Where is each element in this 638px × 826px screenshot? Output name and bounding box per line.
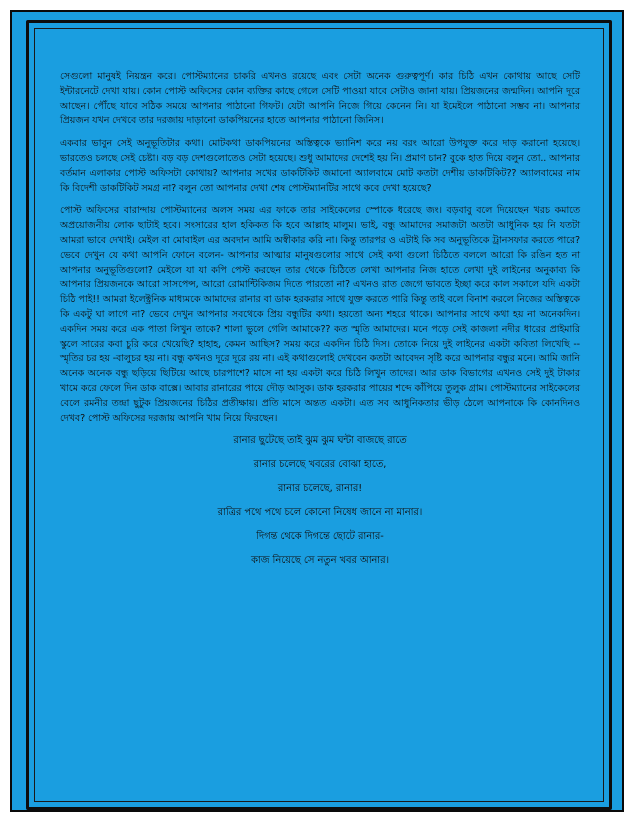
poem-line-6: কাজ নিয়েছে সে নতুন খবর আনার।	[250, 555, 390, 567]
paragraph-2: একবার ভাবুন সেই অনুভূতিটার কথা। মোটকথা ডাকপিয়নের অস্তিত্বকে ভ্যানিশ করে নয় বরং আরো উপযুক্ত করে দাড় করানো হয়েছে। ভারতেও চলছে সেই চেষ্টা। বড় বড় দেশগুলোতেও সেটা হয়েছে। শুধু আমাদের দেশেই হয় নি। প্রমাণ চান? বুকে হাত দিয়ে বলুন তো.. আপনার বর্তমান এলাকার পোস্ট অফিসটা কোথায়? আপনার সখের ডাকটিকিট জমানো অ্যালবামে মোট কতটা দেশীয় ডাকটিকিট?? অ্যালবামের নাম কি বিদেশী ডাকটিকিট সমগ্র না? বলুন তো আপনার দেখা শেষ পোস্টম্যানটির সাথে কবে দেখা হয়েছে?	[60, 138, 580, 194]
poem-line-1: রানার ছুটেছে তাই ঝুম ঝুম ঘন্টা বাজছে রাতে	[233, 435, 407, 447]
poem-line-3: রানার চলেছে, রানার!	[277, 483, 363, 495]
paragraph-1: সেগুলো মানুষই নিয়ন্ত্রন করে। পোস্টম্যানের চাকরি এখনও রয়েছে এবং সেটা অনেক গুরুত্বপূর্ণ। কার চিঠি এখন কোথায় আছে সেটি ইন্টারনেটে দেখা যায়। কোন পোস্ট অফিসের কোন ব্যক্তির কাছে গেলে সেটি পাওয়া যাবে সেটাও জানা যায়। প্রিয়জনের জন্মদিন। আপনি দূরে আছেন। পৌঁছে যাবে সঠিক সময়ে আপনার পাঠানো গিফট। যেটা আপনি নিজে গিয়ে কেনেন নি। যা ইমেইলে পাঠানো সম্ভব না। আপনার প্রিয়জন যখন দেখবে তার দরজায় দাড়ানো ডাকপিয়নের হাতে আপনার পাঠানো জিনিস।	[60, 71, 580, 127]
poem-line-4: রাত্রির পথে পথে চলে কোনো নিষেধ জানে না মানার।	[217, 507, 423, 519]
paragraph-3: পোস্ট অফিসের বারান্দায় পোস্টম্যানের অলস সময় এর ফাকে তার সাইকেলের স্পোকে ধরেছে জং। বড়বাবু বলে দিয়েছেন খরচ কমাতে অপ্রয়োজনীয় লোক ছাটাই হবে। সংসারের হাল হকিকত কি হবে আল্লাহ মালুম। ভাই, বন্ধু আমাদের সমাজটা অতটা আধুনিক হয় নি যতটা আমরা ভাবে দেখাই। মেইল বা মোবাইল এর অবদান আমি অস্বীকার করি না। কিন্তু তারপর ও এটাই কি সব অনুভূতিকে ট্রানসফার করতে পারে? ভেবে দেখুন যে কথা আপনি ফোনে বলেন- আপনার আত্মার মানুষগুলোর সাথে সেই কথা গুলো চিঠিতে বললে আরো কি রঙিন হত না আপনার অনুভূতিগুলো? মেইলে যা যা কপি পেস্ট করছেন তার থেকে চিঠিতে লেখা আপনার নিজ হাতে লেখা দুই লাইনের অনুকাব্য কি আপনার প্রিয়জনকে আরো সাসপেন্স, আরো রোমান্টিকিজম দিতে পারতো না? এখনও রাত জেগে ভাবতে ইচ্ছা করে কাল সকালে যদি একটা চিঠি পাই!! আমরা ইলেক্ট্রনিক মাধ্যমকে আমাদের রানার বা ডাক হরকরার সাথে যুক্ত করতে পারি কিন্তু তাই বলে বিনাশ করলে নিজের অস্তিত্বকে কি একটু ঘা লাগে না? ভেবে দেখুন আপনার সবথেকে প্রিয় বন্ধুটির কথা। হয়তো অন্য শহরে থাকে। আপনার সাথে কথা হয় না অনেকদিন। একদিন সময় করে এক পাতা লিখুন তাকে? শালা ভুলে গেলি আমাকে?? কত স্মৃতি আমাদের। মনে পড়ে সেই কাজলা নদীর ধারের প্রাইমারি স্কুলে সারের কবা চুরি করে খেয়েছি? হাহাহ, কেমন আছিস? সময় করে একদিন চিঠি দিস। তোকে নিয়ে দুই লাইনের একটা কবিতা লিখেছি -- স্মৃতির চর হয় -বালুচর হয় না। বন্ধু কখনও দূরে দূরে রয় না। এই কথাগুলোই দেখবেন কতটা আবেদন সৃষ্টি করে আপনার বন্ধুর মনে। আমি জানি অনেক অনেক বন্ধু ছড়িয়ে ছিটিয়ে আছে চারপাশে? মাসে না হয় একটা করে চিঠি লিখুন তাদের। আর ডাক বিভাগের এখনও সেই দুই টাকার খামে করে ফেলে দিন ডাক বাক্সে। আবার রানারের পায়ে দৌড় আসুক। ডাক হরকরার পায়ের শব্দে কাঁপিয়ে তুলুক গ্রাম। পোস্টম্যানের সাইকেলের বেলে রমনীর তন্দ্রা ছুটুক প্রিয়জনের চিঠির প্রতীক্ষায়। প্রতি মাসে অন্তত একটা। এত সব আধুনিকতার ভীড় ঠেলে আপনাকে কি কোনদিনও দেখব? পোস্ট অফিসের দরজায় আপনি খাম নিয়ে ফিরছেন।	[60, 205, 580, 424]
document-body	[60, 70, 580, 578]
poem-line-2: রানার চলেছে খবরের বোঝা হাতে,	[253, 459, 387, 471]
poem-stanza	[60, 434, 580, 568]
poem-line-5: দিগন্ত থেকে দিগন্তে ছোটে রানার-	[256, 531, 384, 543]
